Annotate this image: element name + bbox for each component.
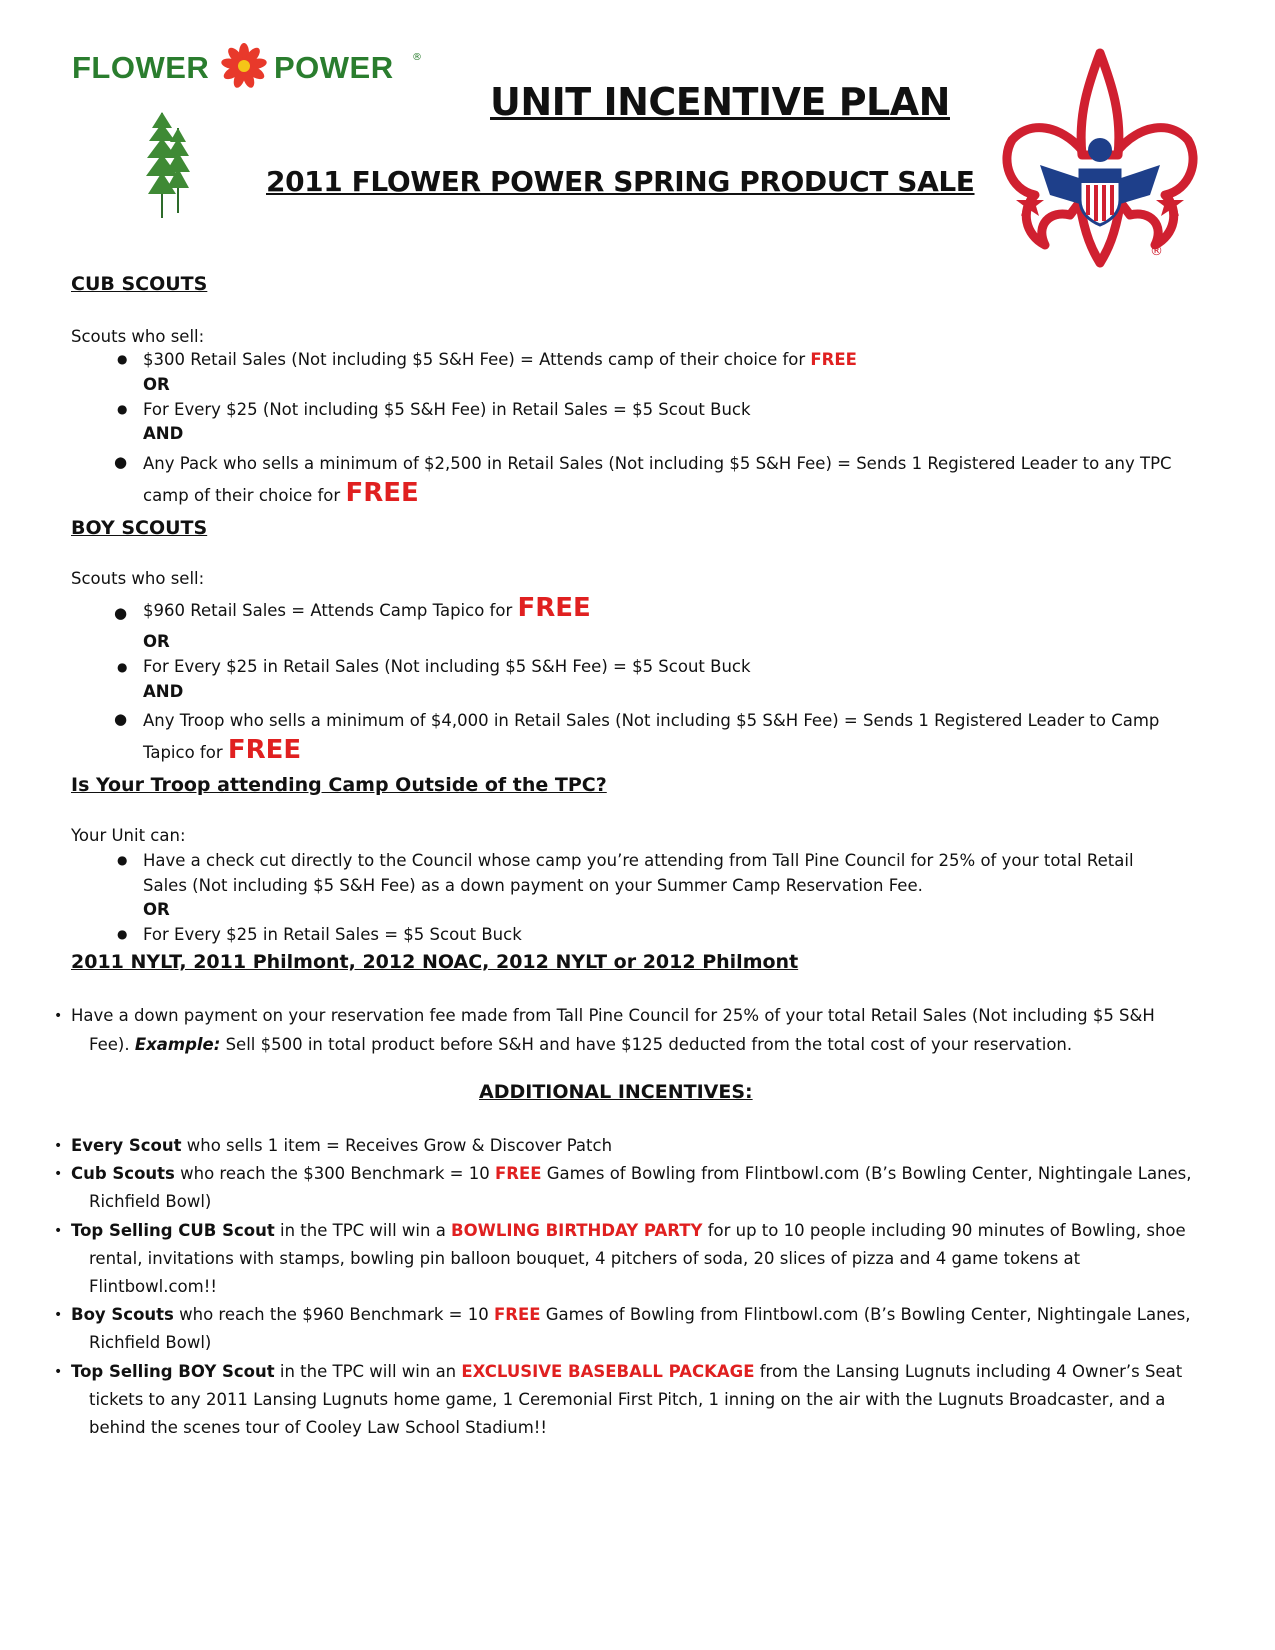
cub-bullet-3-text: camp of their choice for [143, 486, 346, 505]
cub-intro: Scouts who sell: [71, 327, 205, 346]
incentive-2-text: who reach the $300 Benchmark = 10 [174, 1164, 495, 1183]
nylt-line2 [89, 1033, 1072, 1057]
bullet-icon: ● [114, 453, 128, 471]
or-label: OR [143, 375, 170, 394]
registered-mark: ® [412, 52, 422, 63]
incentive-4-rest: Games of Bowling from Flintbowl.com (B’s Bowling Center, Nightingale Lanes, [540, 1305, 1191, 1324]
free-label: FREE [345, 478, 419, 508]
page-title: UNIT INCENTIVE PLAN [490, 80, 950, 124]
bullet-icon: ● [117, 352, 128, 366]
bsa-registered-mark: ® [1150, 244, 1163, 259]
incentive-4-bold: Boy Scouts [71, 1305, 174, 1324]
outside-bullet-1-line2: Sales (Not including $5 S&H Fee) as a down payment on your Summer Camp Reservation Fee. [143, 876, 923, 895]
incentive-2-bold: Cub Scouts [71, 1164, 175, 1183]
free-label: FREE [810, 350, 857, 369]
boy-bullet-1 [143, 593, 591, 623]
incentive-4-text: who reach the $960 Benchmark = 10 [173, 1305, 494, 1324]
and-label: AND [143, 682, 184, 701]
bullet-icon: • [54, 1307, 63, 1323]
flower-power-logo: FLOWER POWER ® [72, 42, 452, 92]
incentive-1-bold: Every Scout [71, 1136, 182, 1155]
boy-bullet-3-text: Tapico for [143, 743, 228, 762]
free-label: FREE [493, 1305, 541, 1324]
incentive-3-bold: Top Selling CUB Scout [71, 1221, 275, 1240]
incentive-1 [71, 1134, 612, 1158]
bullet-icon: • [54, 1223, 63, 1239]
cub-bullet-1-text: $300 Retail Sales (Not including $5 S&H Fee) = Attends camp of their choice for [143, 350, 811, 369]
nylt-line2-rest: Sell $500 in total product before S&H and have $125 deducted from the total cost of your reservation. [220, 1035, 1073, 1054]
additional-incentives-heading: ADDITIONAL INCENTIVES: [479, 1081, 753, 1103]
incentive-5-bold: Top Selling BOY Scout [71, 1362, 275, 1381]
bullet-icon: ● [114, 710, 128, 728]
outside-intro: Your Unit can: [71, 826, 186, 845]
incentive-2-rest: Games of Bowling from Flintbowl.com (B’s Bowling Center, Nightingale Lanes, [541, 1164, 1192, 1183]
nylt-line2-text: Fee). [89, 1035, 135, 1054]
cub-bullet-3-line2 [143, 478, 419, 508]
outside-bullet-1-line1: Have a check cut directly to the Council whose camp you’re attending from Tall Pine Council for 25% of your total Retail [143, 851, 1134, 870]
incentive-3-line3: Flintbowl.com!! [89, 1277, 217, 1296]
bsa-fleur-de-lis-icon [1000, 45, 1200, 270]
boy-bullet-3-line1: Any Troop who sells a minimum of $4,000 in Retail Sales (Not including $5 S&H Fee) = Sends 1 Registered Leader to Camp [143, 711, 1160, 730]
free-label: FREE [517, 593, 591, 623]
incentive-5-line2: tickets to any 2011 Lansing Lugnuts home game, 1 Ceremonial First Pitch, 1 inning on the air with the Lugnuts Broadcaster, and a [89, 1390, 1166, 1409]
pine-tree-icon [140, 108, 200, 223]
incentive-2 [71, 1162, 1192, 1186]
or-label: OR [143, 632, 170, 651]
boy-scouts-heading: BOY SCOUTS [71, 517, 208, 539]
boy-intro: Scouts who sell: [71, 569, 205, 588]
incentive-5-text: in the TPC will win an [274, 1362, 462, 1381]
cub-bullet-3-line1: Any Pack who sells a minimum of $2,500 in Retail Sales (Not including $5 S&H Fee) = Sends 1 Registered Leader to any TPC [143, 454, 1172, 473]
baseball-package-label: EXCLUSIVE BASEBALL PACKAGE [461, 1362, 755, 1381]
bullet-icon: ● [117, 660, 128, 674]
bowling-party-label: BOWLING BIRTHDAY PARTY [451, 1221, 703, 1240]
nylt-line1: Have a down payment on your reservation fee made from Tall Pine Council for 25% of your total Retail Sales (Not including $5 S&H [71, 1006, 1155, 1025]
incentive-4 [71, 1303, 1191, 1327]
nylt-heading: 2011 NYLT, 2011 Philmont, 2012 NOAC, 2012 NYLT or 2012 Philmont [71, 951, 799, 973]
incentive-4-line2: Richfield Bowl) [89, 1333, 212, 1352]
and-label: AND [143, 424, 184, 443]
incentive-3-text: in the TPC will win a [274, 1221, 452, 1240]
cub-bullet-1 [143, 348, 857, 372]
cub-bullet-2: For Every $25 (Not including $5 S&H Fee) in Retail Sales = $5 Scout Buck [143, 400, 751, 419]
example-label: Example: [134, 1035, 221, 1054]
bullet-icon: ● [117, 853, 128, 867]
incentive-1-text: who sells 1 item = Receives Grow & Discover Patch [181, 1136, 613, 1155]
boy-bullet-1-text: $960 Retail Sales = Attends Camp Tapico for [143, 601, 518, 620]
boy-bullet-3-line2 [143, 735, 302, 765]
free-label: FREE [494, 1164, 542, 1183]
incentive-5-line3: behind the scenes tour of Cooley Law School Stadium!! [89, 1418, 548, 1437]
outside-bullet-2: For Every $25 in Retail Sales = $5 Scout Buck [143, 925, 522, 944]
bullet-icon: • [54, 1138, 63, 1154]
bullet-icon: • [54, 1364, 63, 1380]
or-label: OR [143, 900, 170, 919]
free-label: FREE [227, 735, 302, 765]
incentive-5-rest: from the Lansing Lugnuts including 4 Owner’s Seat [754, 1362, 1183, 1381]
bullet-icon: ● [114, 604, 128, 622]
bullet-icon: • [54, 1166, 63, 1182]
bullet-icon: ● [117, 402, 128, 416]
incentive-3-rest: for up to 10 people including 90 minutes of Bowling, shoe [702, 1221, 1186, 1240]
bullet-icon: ● [117, 927, 128, 941]
flower-icon [220, 42, 268, 90]
incentive-3 [71, 1219, 1186, 1243]
cub-scouts-heading: CUB SCOUTS [71, 273, 208, 295]
incentive-2-line2: Richfield Bowl) [89, 1192, 212, 1211]
bullet-icon: • [54, 1008, 63, 1024]
page-subtitle: 2011 FLOWER POWER SPRING PRODUCT SALE [266, 165, 975, 198]
boy-bullet-2: For Every $25 in Retail Sales (Not including $5 S&H Fee) = $5 Scout Buck [143, 657, 751, 676]
incentive-3-line2: rental, invitations with stamps, bowling pin balloon bouquet, 4 pitchers of soda, 20 slices of pizza and 4 game tokens at [89, 1249, 1081, 1268]
incentive-5 [71, 1360, 1182, 1384]
outside-tpc-heading: Is Your Troop attending Camp Outside of the TPC? [71, 774, 607, 796]
